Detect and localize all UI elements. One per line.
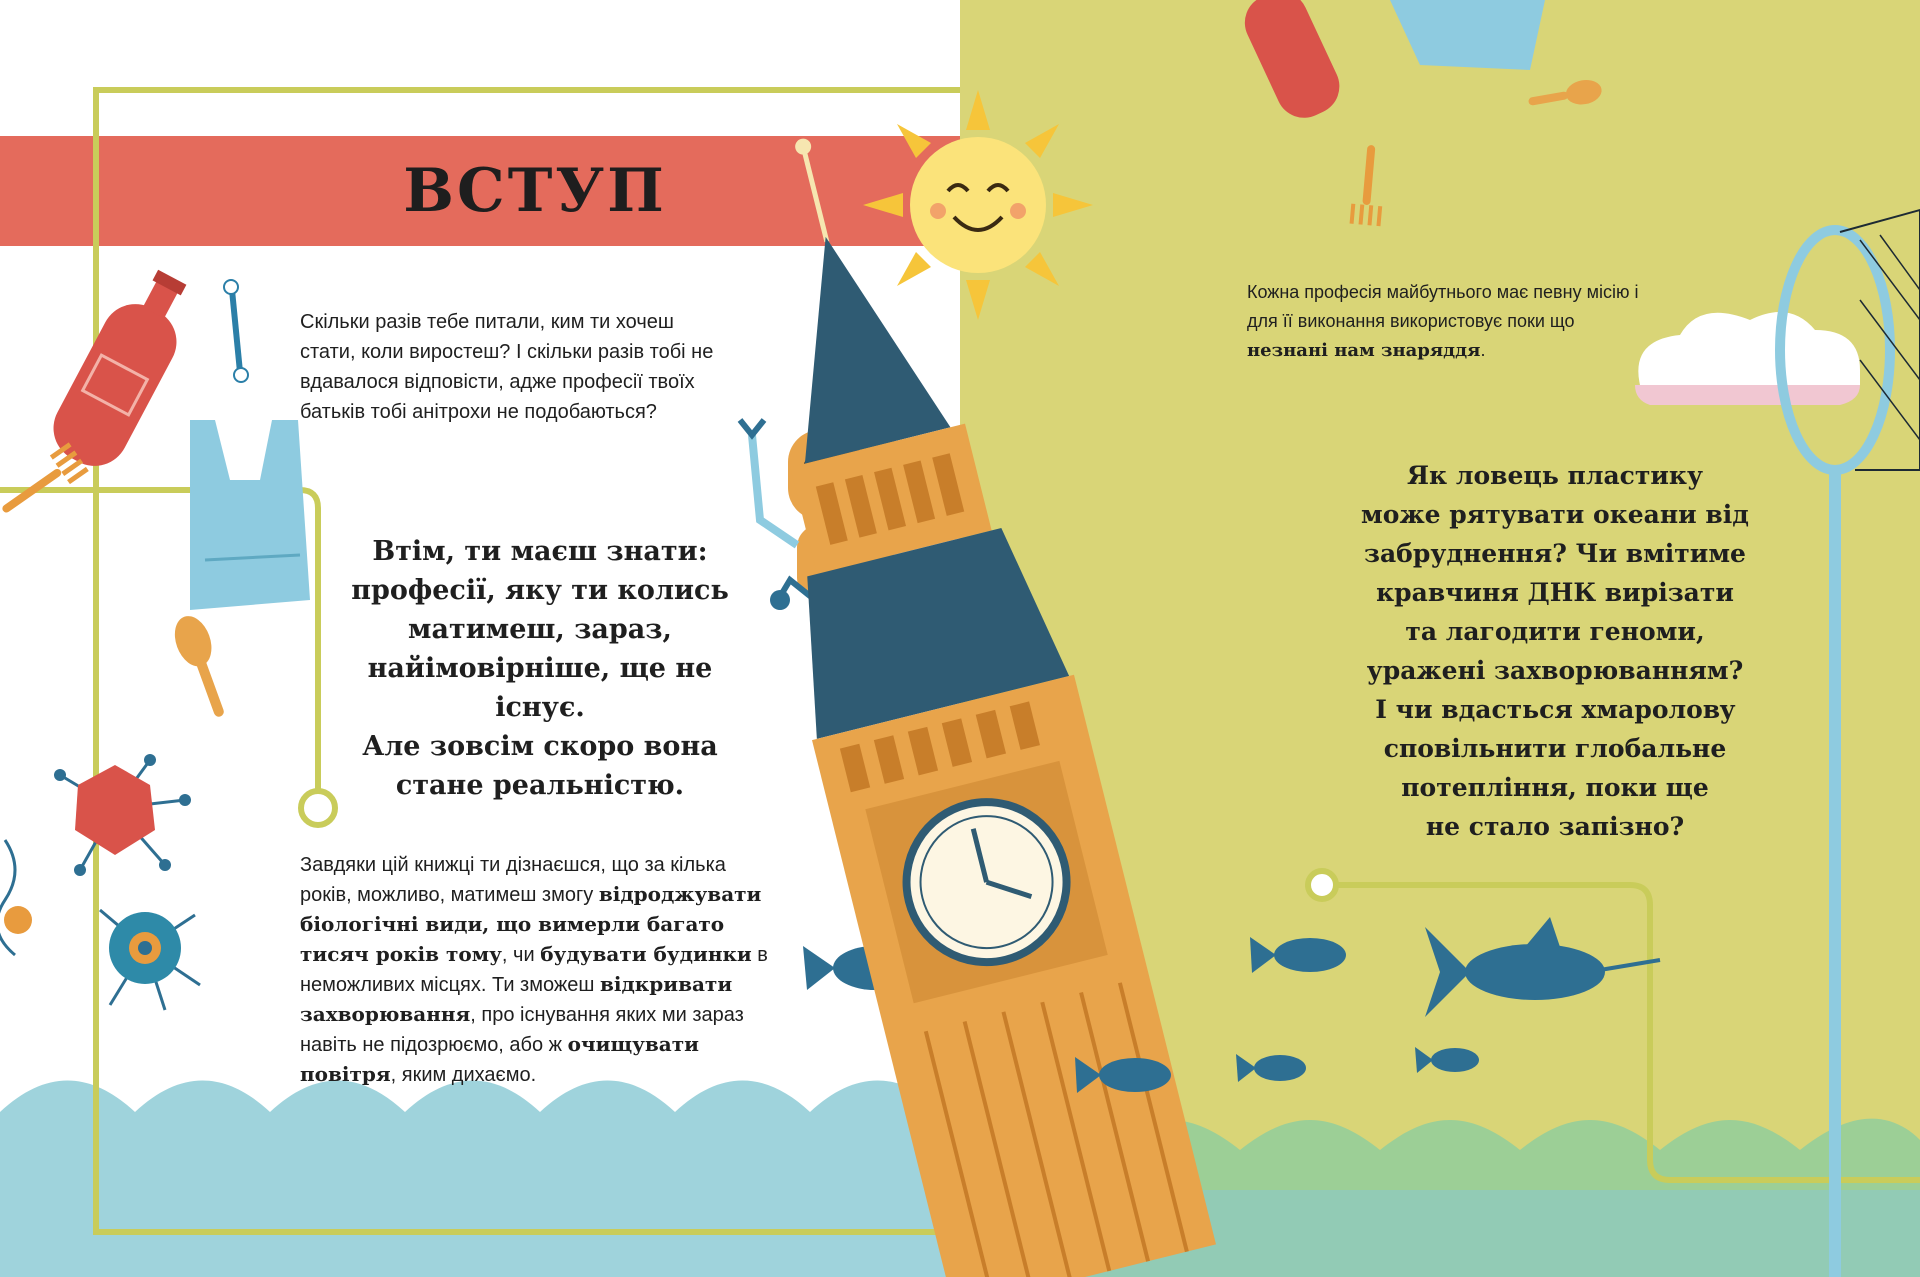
highlight-text: відкривати захворювання xyxy=(300,972,733,1026)
virus-icon xyxy=(0,754,200,1010)
cloud-icon xyxy=(1635,312,1860,405)
left-quote-line: Але зовсім скоро вона xyxy=(362,731,718,762)
left-quote-line: професії, яку ти колись xyxy=(351,575,729,606)
plastic-bag-icon xyxy=(190,420,310,610)
right-quote-line: не стало запізно? xyxy=(1425,812,1685,841)
right-quote-line: уражені захворюванням? xyxy=(1366,656,1744,685)
plastic-bottle-icon xyxy=(1236,0,1349,127)
left-quote-line: матимеш, зараз, xyxy=(408,614,672,645)
right-quote-line: кравчиня ДНК вирізати xyxy=(1376,578,1734,607)
fork-icon xyxy=(0,444,87,522)
right-quote xyxy=(1340,456,1770,846)
highlight-text: будувати будинки xyxy=(540,942,752,966)
highlight-text: очищувати повітря xyxy=(300,1032,699,1086)
text-run: , про існування яких ми зараз навіть не підозрюємо, або ж xyxy=(300,1004,744,1056)
fish-icon xyxy=(1236,1054,1306,1082)
right-quote-line: потепління, поки ще xyxy=(1401,773,1709,802)
right-quote-line: Як ловець пластику xyxy=(1407,461,1703,490)
left-quote-line: Втім, ти маєш знати: xyxy=(372,536,708,567)
right-quote-line: сповільнити глобальне xyxy=(1383,734,1727,763)
swordfish-icon xyxy=(1425,917,1660,1017)
text-run: . xyxy=(1480,340,1486,360)
right-quote-line: забруднення? Чи вмітиме xyxy=(1364,539,1746,568)
intro-paragraph: Скільки разів тебе питали, ким ти хочеш стати, коли виростеш? І скільки разів тобі не вдавалося відповісти, адже професії твоїх батьків тобі анітрохи не подобаються? xyxy=(300,311,714,423)
text-run: Кожна професія майбутнього має певну місію і для її виконання використовує поки що xyxy=(1247,282,1639,331)
text-run: Завдяки цій книжці ти дізнаєшся, що за кілька років, можливо, матимеш змогу xyxy=(300,854,726,906)
cotton-swab-icon xyxy=(224,280,248,382)
right-quote-line: І чи вдасться хмароловy xyxy=(1375,695,1735,724)
right-quote-line: може рятувати океани від xyxy=(1361,500,1749,529)
highlight-text: відроджувати біологічні види, що вимерли багато тисяч років тому xyxy=(300,882,762,966)
left-quote-line: стане реальністю. xyxy=(395,770,685,801)
highlight-text: незнані нам знаряддя xyxy=(1247,340,1481,361)
left-quote xyxy=(330,532,750,805)
spoon-icon xyxy=(168,611,236,722)
page-title: ВСТУП xyxy=(403,156,667,226)
fish-icon xyxy=(1250,937,1346,973)
right-quote-line: та лагодити геноми, xyxy=(1405,617,1705,646)
fork-icon xyxy=(1352,144,1386,226)
spoon-icon xyxy=(1527,77,1604,113)
text-run: в неможливих місцях. Ти зможеш xyxy=(300,944,768,996)
left-water xyxy=(0,1081,960,1277)
text-run: , чи xyxy=(501,944,541,966)
left-quote-line: найімовірніше, ще не існує. xyxy=(367,653,713,723)
mission-paragraph xyxy=(1247,278,1647,365)
bottom-paragraph xyxy=(300,851,780,1090)
text-run: , яким дихаємо. xyxy=(390,1064,537,1086)
fish-icon xyxy=(1415,1047,1479,1073)
plastic-bag-icon xyxy=(1390,0,1545,70)
